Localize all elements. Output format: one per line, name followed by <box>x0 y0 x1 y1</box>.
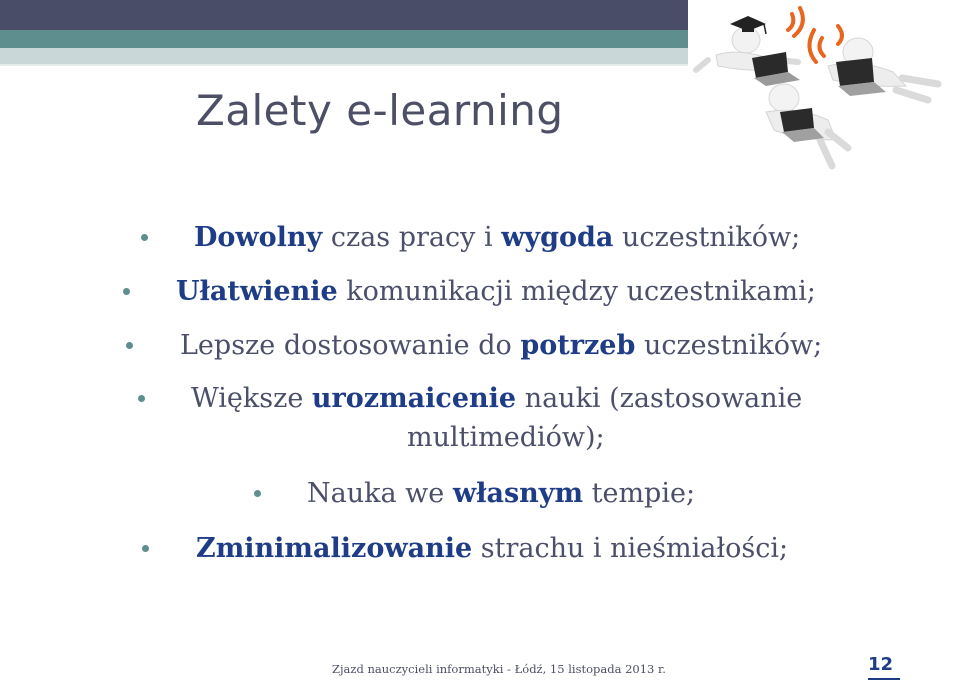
page-number-underline <box>868 678 900 680</box>
laptop-icon <box>752 52 800 86</box>
header-band-dark <box>0 0 688 30</box>
header-band-line <box>0 64 688 66</box>
bullet-item <box>307 480 695 507</box>
bullet-item <box>176 278 816 305</box>
bullet-text: Lepsze dostosowanie do <box>180 330 521 361</box>
bullet-text: strachu i nieśmiałości; <box>472 533 789 564</box>
bullet-item <box>196 535 788 562</box>
bullet-text: Nauka we <box>307 478 453 509</box>
bullet-dot <box>123 288 130 295</box>
bullet-item <box>180 332 822 359</box>
bullet-dot <box>126 342 133 349</box>
bullet-highlight: Zminimalizowanie <box>196 533 473 564</box>
bullet-dot <box>141 234 148 241</box>
header-band-teal <box>0 30 688 48</box>
bullet-continuation: multimediów); <box>407 422 605 453</box>
bullet-highlight: Ułatwienie <box>176 276 338 307</box>
wifi-signal-icon <box>788 8 803 36</box>
bullet-text: Większe <box>191 383 312 414</box>
bullet-item <box>194 224 800 251</box>
bullet-highlight: własnym <box>452 478 584 509</box>
footer-text: Zjazd nauczycieli informatyki - Łódź, 15 listopada 2013 r. <box>332 662 666 676</box>
elearning-illustration <box>688 0 960 185</box>
bullet-text: tempie; <box>583 478 696 509</box>
bullet-item <box>191 385 802 412</box>
wifi-signal-icon <box>809 26 842 62</box>
bullet-highlight: Dowolny <box>194 222 323 253</box>
bullet-text: uczestników; <box>635 330 823 361</box>
bullet-dot <box>254 490 261 497</box>
header-band-light <box>0 48 688 64</box>
bullet-text: czas pracy i <box>322 222 502 253</box>
bullet-text: nauki (zastosowanie <box>516 383 803 414</box>
bullet-highlight: wygoda <box>501 222 614 253</box>
bullet-text: uczestników; <box>613 222 801 253</box>
page-number: 12 <box>868 654 894 675</box>
bullet-highlight: potrzeb <box>520 330 636 361</box>
bullet-dot <box>142 545 149 552</box>
slide-title: Zalety e-learning <box>196 86 564 135</box>
bullet-text: komunikacji między uczestnikami; <box>337 276 816 307</box>
bullet-highlight: urozmaicenie <box>311 383 517 414</box>
bullet-dot <box>138 395 145 402</box>
